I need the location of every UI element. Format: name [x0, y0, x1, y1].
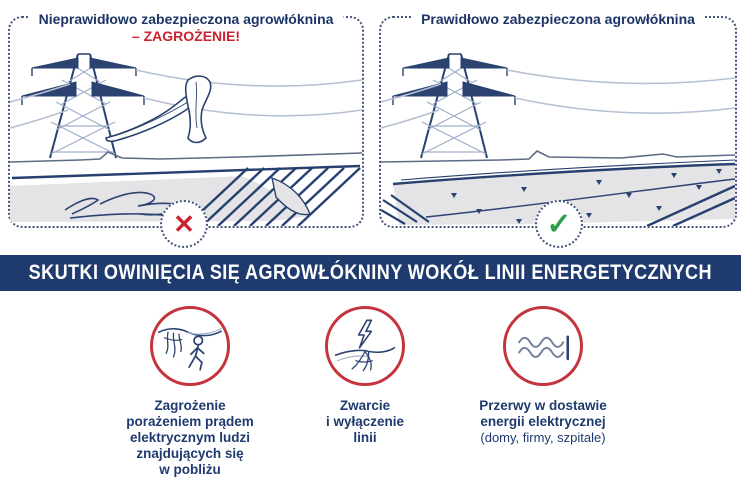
caption-line: Zagrożenie: [154, 398, 226, 413]
correct-scene-illustration: [381, 18, 735, 226]
transmission-tower-icon: [393, 54, 515, 158]
horizon-line: [381, 151, 735, 162]
section-banner: [0, 255, 741, 291]
consequence-short-circuit-caption: [280, 398, 450, 446]
cross-badge: [160, 200, 208, 248]
panel-correct-title-line1: Prawidłowo zabezpieczona agrowłóknina: [421, 11, 695, 27]
banner-title: SKUTKI OWINIĘCIA SIĘ AGROWŁÓKNINY WOKÓŁ LINII ENERGETYCZNYCH: [28, 261, 713, 284]
consequence-electric-shock: [105, 306, 275, 478]
caption-line: porażeniem prądem: [126, 414, 254, 429]
check-icon: ✓: [546, 207, 572, 241]
consequence-power-interruption: [438, 306, 648, 446]
panel-incorrect: [8, 11, 364, 228]
caption-line: energii elektrycznej: [480, 414, 606, 429]
caption-line: Przerwy w dostawie: [479, 398, 607, 413]
caption-line: elektrycznym ludzi: [129, 430, 251, 445]
torn-fabric-near-person-icon-art: [157, 313, 223, 379]
panel-correct-title: [411, 11, 705, 28]
panel-incorrect-title: [29, 11, 344, 45]
panel-incorrect-title-line1: Nieprawidłowo zabezpieczona agrowłóknina: [38, 11, 334, 27]
transmission-tower-icon: [22, 54, 144, 158]
panel-correct: [379, 11, 737, 228]
caption-line: w pobliżu: [159, 462, 221, 477]
incorrect-scene-illustration: [10, 18, 362, 226]
flying-fabric-on-line: [106, 76, 211, 142]
caption-line: linii: [353, 430, 377, 445]
consequence-short-circuit: [280, 306, 450, 446]
caption-line: i wyłączenie: [325, 414, 405, 429]
lightning-short-circuit-icon: [325, 306, 405, 386]
lightning-short-circuit-icon-art: [332, 313, 398, 379]
torn-fabric-near-person-icon: [150, 306, 230, 386]
power-interruption-icon-art: [510, 313, 576, 379]
consequence-electric-shock-caption: [105, 398, 275, 478]
caption-line: Zwarcie: [339, 398, 391, 413]
caption-note: (domy, firmy, szpitale): [480, 430, 606, 445]
power-lines: [381, 70, 735, 128]
power-interruption-icon: [503, 306, 583, 386]
panel-incorrect-title-line2: – ZAGROŻENIE!: [131, 28, 241, 44]
horizon-line: [10, 152, 362, 162]
cross-icon: ✕: [173, 208, 195, 239]
consequence-power-interruption-caption: [438, 398, 648, 446]
caption-line: znajdujących się: [136, 446, 244, 461]
check-badge: [535, 200, 583, 248]
